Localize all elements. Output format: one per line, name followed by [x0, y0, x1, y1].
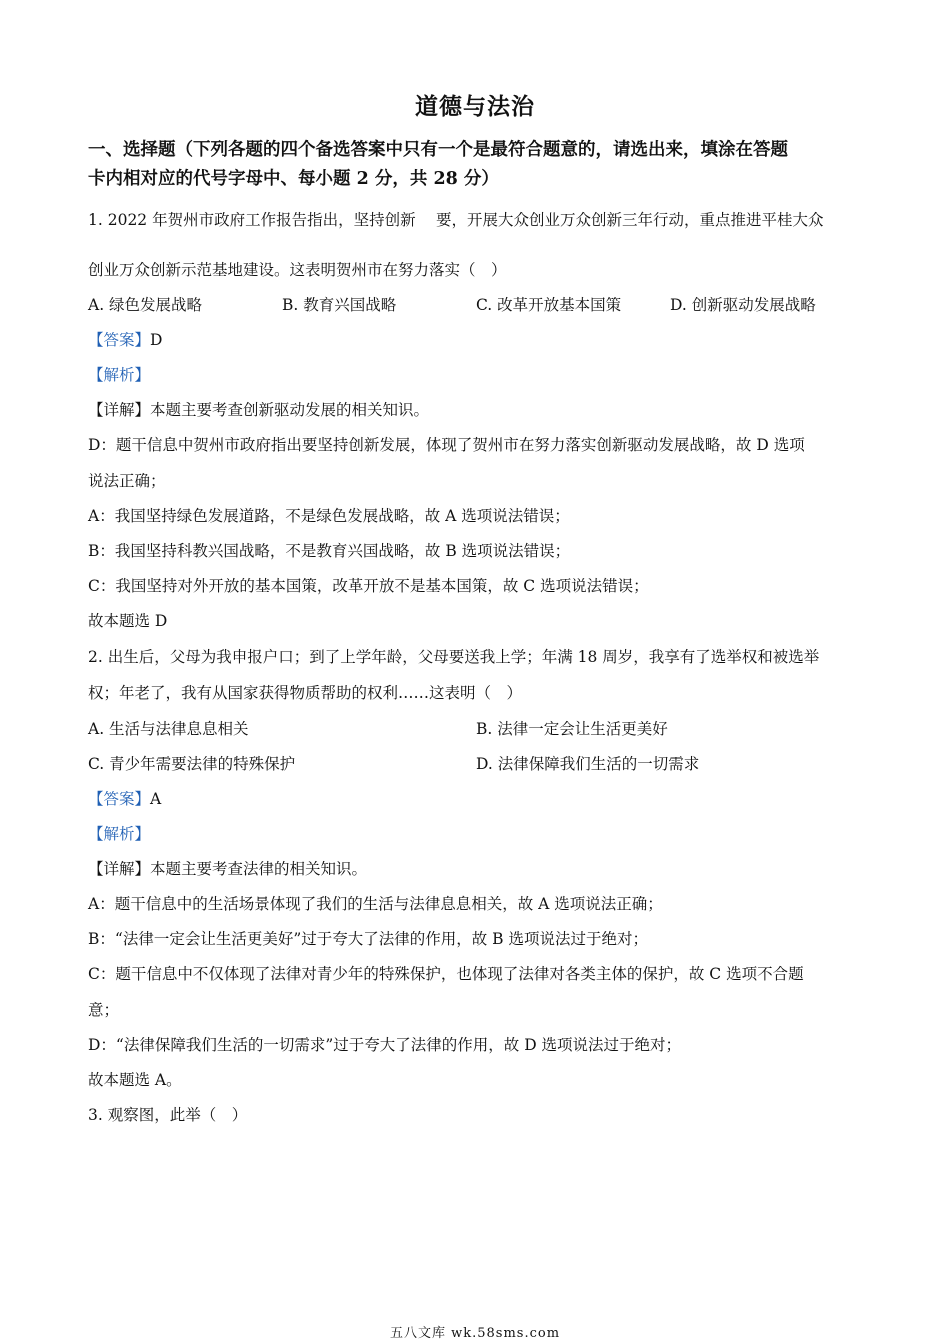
q1-option-d: D. 创新驱动发展战略	[670, 296, 816, 314]
answer-value: A	[150, 790, 162, 808]
q2-answer	[88, 787, 161, 809]
q2-detail-line: C：题干信息中不仅体现了法律对青少年的特殊保护，也体现了法律对各类主体的保护，故 C 选项不合题	[88, 965, 804, 983]
q2-detail-line: 意；	[88, 1001, 120, 1019]
answer-value: D	[150, 331, 163, 349]
q2-option-a: A. 生活与法律息息相关	[88, 720, 249, 738]
q2-stem-line-1: 2. 出生后，父母为我申报户口；到了上学年龄，父母要送我上学；年满 18 周岁，我享有了选举权和被选举	[88, 648, 820, 666]
q1-stem-line-1: 1. 2022 年贺州市政府工作报告指出，坚持创新 要，开展大众创业万众创新三年行动，重点推进平桂大众	[88, 211, 824, 229]
q1-answer	[88, 328, 162, 350]
footer-watermark: 五八文库 wk.58sms.com	[389, 1326, 561, 1341]
section-heading-line-2: 卡内相对应的代号字母中、每小题 2 分，共 28 分）	[88, 169, 499, 189]
q2-detail-line: 故本题选 A。	[88, 1071, 182, 1089]
q1-option-b: B. 教育兴国战略	[282, 296, 397, 314]
q1-detail-line: B：我国坚持科教兴国战略，不是教育兴国战略，故 B 选项说法错误；	[88, 542, 571, 560]
answer-tag: 【答案】	[88, 331, 151, 349]
q1-stem-line-2: 创业万众创新示范基地建设。这表明贺州市在努力落实（ ）	[88, 261, 507, 279]
q1-analysis-tag: 【解析】	[88, 366, 151, 384]
q1-detail-line: D：题干信息中贺州市政府指出要坚持创新发展，体现了贺州市在努力落实创新驱动发展战略，故 D 选项	[88, 436, 805, 454]
q1-detail-line: 故本题选 D	[88, 612, 168, 630]
q2-stem-line-2: 权；年老了，我有从国家获得物质帮助的权利……这表明（ ）	[88, 684, 523, 702]
q2-option-c: C. 青少年需要法律的特殊保护	[88, 755, 296, 773]
q1-detail-line: 说法正确；	[88, 472, 166, 490]
q2-analysis-tag: 【解析】	[88, 825, 151, 843]
q2-detail-line: B：“法律一定会让生活更美好”过于夸大了法律的作用，故 B 选项说法过于绝对；	[88, 930, 648, 948]
q2-detail-line: D：“法律保障我们生活的一切需求”过于夸大了法律的作用，故 D 选项说法过于绝对；	[88, 1036, 682, 1054]
q2-detail-line: 【详解】本题主要考查法律的相关知识。	[88, 860, 368, 878]
q1-option-c: C. 改革开放基本国策	[476, 296, 622, 314]
page-title: 道德与法治	[415, 93, 535, 120]
q2-detail-line: A：题干信息中的生活场景体现了我们的生活与法律息息相关，故 A 选项说法正确；	[88, 895, 663, 913]
q3-stem-line-1: 3. 观察图，此举（ ）	[88, 1106, 248, 1124]
answer-tag: 【答案】	[88, 790, 151, 808]
q2-option-d: D. 法律保障我们生活的一切需求	[476, 755, 700, 773]
section-heading-line-1: 一、选择题（下列各题的四个备选答案中只有一个是最符合题意的，请选出来，填涂在答题	[88, 140, 788, 160]
q1-detail-line: 【详解】本题主要考查创新驱动发展的相关知识。	[88, 401, 430, 419]
q1-detail-line: A：我国坚持绿色发展道路，不是绿色发展战略，故 A 选项说法错误；	[88, 507, 570, 525]
q1-detail-line: C：我国坚持对外开放的基本国策，改革开放不是基本国策，故 C 选项说法错误；	[88, 577, 649, 595]
q1-option-a: A. 绿色发展战略	[88, 296, 203, 314]
q2-option-b: B. 法律一定会让生活更美好	[476, 720, 668, 738]
